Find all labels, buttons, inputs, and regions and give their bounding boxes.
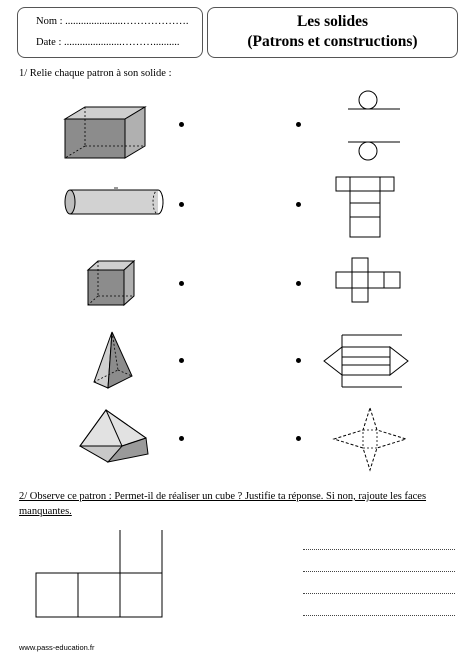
solid-2-dot[interactable]	[179, 202, 184, 207]
pattern-1-dot[interactable]	[296, 122, 301, 127]
answer-line-4[interactable]	[303, 615, 455, 616]
exercise2-instruction-line2: manquantes.	[19, 506, 72, 517]
exercise2-instruction-line1: 2/ Observe ce patron : Permet-il de réaliser un cube ? Justifie ta réponse. Si non, rajoute les faces	[19, 491, 427, 502]
pattern-cylinder-net	[330, 90, 410, 166]
date-label: Date :	[36, 37, 62, 48]
solid-rectangular-prism	[60, 104, 170, 164]
exercise2-net	[34, 530, 166, 620]
nom-label: Nom :	[36, 16, 63, 27]
solid-triangular-prism	[76, 406, 166, 466]
answer-line-3[interactable]	[303, 593, 455, 594]
pattern-3-dot[interactable]	[296, 281, 301, 286]
solid-pyramid	[88, 330, 148, 392]
nom-dots: ......................……………….	[65, 16, 189, 27]
pattern-2-dot[interactable]	[296, 202, 301, 207]
nom-field[interactable]	[36, 16, 189, 27]
solid-3-dot[interactable]	[179, 281, 184, 286]
page-title: Les solides	[296, 13, 369, 30]
page-subtitle: (Patrons et constructions)	[247, 33, 418, 50]
exercise1-instruction: 1/ Relie chaque patron à son solide :	[19, 68, 172, 79]
pattern-triangular-prism-net	[322, 333, 412, 389]
solid-cube	[84, 258, 144, 308]
solid-5-dot[interactable]	[179, 436, 184, 441]
student-info-box	[17, 7, 203, 58]
answer-line-2[interactable]	[303, 571, 455, 572]
footer-url: www.pass-education.fr	[19, 643, 95, 652]
solid-1-dot[interactable]	[179, 122, 184, 127]
pattern-cube-net	[330, 258, 410, 308]
pattern-pyramid-net	[330, 406, 410, 472]
pattern-4-dot[interactable]	[296, 358, 301, 363]
date-dots: ......................………..........	[64, 37, 180, 48]
solid-cylinder	[60, 188, 170, 220]
title-box	[207, 7, 458, 58]
date-field[interactable]	[36, 37, 180, 48]
pattern-5-dot[interactable]	[296, 436, 301, 441]
solid-4-dot[interactable]	[179, 358, 184, 363]
answer-line-1[interactable]	[303, 549, 455, 550]
pattern-rectangular-prism-net	[328, 173, 408, 241]
